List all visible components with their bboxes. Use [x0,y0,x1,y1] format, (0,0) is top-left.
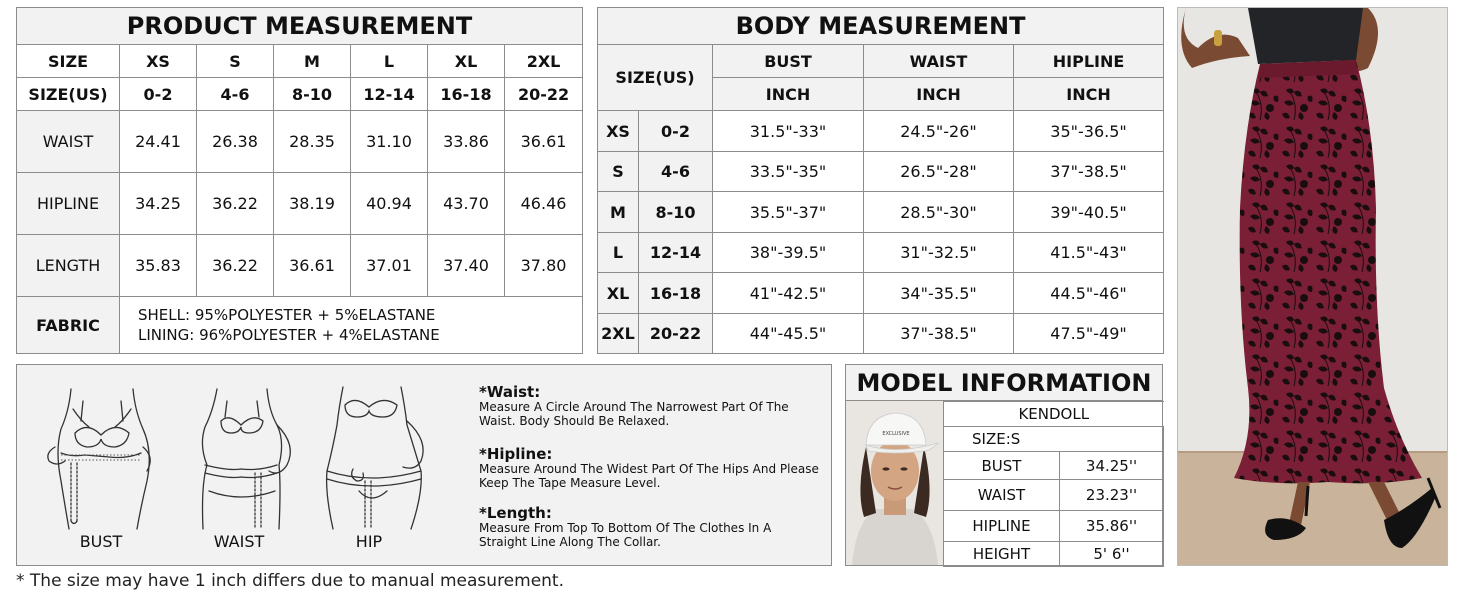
size-label: SIZE [17,45,120,78]
model-information-panel [845,364,1163,566]
unit-label: INCH [713,78,864,111]
table-cell: 31"-32.5" [864,233,1014,273]
stat-label: HEIGHT [944,542,1060,567]
size-cell: S [598,152,639,192]
table-cell: 37"-38.5" [1014,152,1164,192]
us-size-header: 0-2 [120,78,197,111]
waist-measure-illustration [169,381,309,531]
stat-value: 35.86'' [1060,511,1164,542]
unit-label: INCH [864,78,1014,111]
us-size-cell: 0-2 [639,111,713,152]
body-measurement-title: BODY MEASUREMENT [598,8,1164,45]
product-photo [1177,7,1448,566]
model-photo [846,401,943,565]
hip-figure [299,381,439,551]
stat-value: 34.25'' [1060,452,1164,480]
size-header: 2XL [505,45,583,78]
us-size-header: 8-10 [274,78,351,111]
table-row [17,173,583,235]
us-size-header: 4-6 [197,78,274,111]
us-size-cell: 8-10 [639,192,713,233]
product-measurement-table [16,7,583,354]
table-row [598,152,1164,192]
size-cell: 2XL [598,314,639,354]
table-row [598,233,1164,273]
waist-instruction [479,384,819,428]
us-size-cell: 4-6 [639,152,713,192]
stat-label: BUST [944,452,1060,480]
us-size-cell: 12-14 [639,233,713,273]
us-size-cell: 16-18 [639,273,713,314]
size-cell: XS [598,111,639,152]
hipline-instruction-text: Measure Around The Widest Part Of The Hips And Please Keep The Tape Measure Level. [479,462,819,490]
table-cell: 43.70 [428,173,505,235]
length-instruction-title: *Length: [479,504,552,522]
table-cell: 37.01 [351,235,428,297]
size-header: XL [428,45,505,78]
table-row [598,111,1164,152]
table-cell: 44.5"-46" [1014,273,1164,314]
fabric-composition [120,297,583,354]
table-cell: 24.41 [120,111,197,173]
table-cell: 36.22 [197,173,274,235]
fabric-label: FABRIC [17,297,120,354]
length-instruction-text: Measure From Top To Bottom Of The Clothes In A Straight Line Along The Collar. [479,521,772,549]
table-cell: 36.22 [197,235,274,297]
size-us-label: SIZE(US) [17,78,120,111]
table-cell: 33.86 [428,111,505,173]
table-cell: 39"-40.5" [1014,192,1164,233]
waist-figure-label: WAIST [213,532,265,551]
column-header-hipline: HIPLINE [1014,45,1164,78]
table-row [944,542,1164,567]
column-header-waist: WAIST [864,45,1014,78]
table-cell: 47.5"-49" [1014,314,1164,354]
body-measurement-table [597,7,1164,354]
table-row [944,511,1164,542]
hip-figure-label: HIP [355,532,383,551]
table-cell: 35.83 [120,235,197,297]
table-cell: 37.40 [428,235,505,297]
size-header: M [274,45,351,78]
table-row [598,273,1164,314]
column-header-bust: BUST [713,45,864,78]
table-cell: 31.10 [351,111,428,173]
size-cell: L [598,233,639,273]
model-information-title: MODEL INFORMATION [846,365,1162,401]
table-cell: 40.94 [351,173,428,235]
fabric-lining: LINING: 96%POLYESTER + 4%ELASTANE [138,326,440,344]
table-cell: 44"-45.5" [713,314,864,354]
product-measurement-title: PRODUCT MEASUREMENT [17,8,583,45]
hip-measure-illustration [299,381,439,531]
table-cell: 38.19 [274,173,351,235]
table-row [598,314,1164,354]
table-row [944,480,1164,511]
us-size-header: 16-18 [428,78,505,111]
table-cell: 34"-35.5" [864,273,1014,314]
table-row [17,111,583,173]
table-cell: 33.5"-35" [713,152,864,192]
us-size-cell: 20-22 [639,314,713,354]
waist-instruction-title: *Waist: [479,383,541,401]
stat-label: WAIST [944,480,1060,511]
table-cell: 36.61 [274,235,351,297]
fabric-shell: SHELL: 95%POLYESTER + 5%ELASTANE [138,306,436,324]
hipline-instruction-title: *Hipline: [479,445,553,463]
table-cell: 26.38 [197,111,274,173]
table-cell: 46.46 [505,173,583,235]
waist-instruction-text: Measure A Circle Around The Narrowest Part Of The Waist. Body Should Be Relaxed. [479,400,789,428]
stat-label: HIPLINE [944,511,1060,542]
table-cell: 38"-39.5" [713,233,864,273]
length-instruction [479,505,819,549]
table-cell: 35"-36.5" [1014,111,1164,152]
table-cell: 28.35 [274,111,351,173]
size-header: L [351,45,428,78]
row-label-hipline: HIPLINE [17,173,120,235]
table-row [944,452,1164,480]
row-label-waist: WAIST [17,111,120,173]
table-cell: 41.5"-43" [1014,233,1164,273]
size-disclaimer: * The size may have 1 inch differs due to manual measurement. [16,571,565,591]
table-cell: 24.5"-26" [864,111,1014,152]
unit-label: INCH [1014,78,1164,111]
stat-value: 23.23'' [1060,480,1164,511]
table-cell: 36.61 [505,111,583,173]
model-portrait-image [846,401,943,565]
table-cell: 37"-38.5" [864,314,1014,354]
cap-logo-text: EXCLUSIVE [882,431,910,437]
us-size-header: 12-14 [351,78,428,111]
table-cell: 37.80 [505,235,583,297]
size-header: XS [120,45,197,78]
table-row [17,235,583,297]
model-stats-table [943,401,1164,567]
stat-value: 5' 6'' [1060,542,1164,567]
bust-measure-illustration [31,381,171,531]
table-cell: 35.5"-37" [713,192,864,233]
hipline-instruction [479,446,819,490]
table-row [598,192,1164,233]
table-cell: 31.5"-33" [713,111,864,152]
model-size: SIZE:S [944,427,1164,452]
waist-figure [169,381,309,551]
fabric-row [17,297,583,354]
size-us-label: SIZE(US) [598,45,713,111]
bust-figure [31,381,171,551]
row-label-length: LENGTH [17,235,120,297]
us-size-header: 20-22 [505,78,583,111]
skirt-model-image [1178,8,1448,566]
table-cell: 26.5"-28" [864,152,1014,192]
bust-figure-label: BUST [79,532,123,551]
size-cell: XL [598,273,639,314]
measuring-guide [16,364,832,566]
table-cell: 41"-42.5" [713,273,864,314]
size-header: S [197,45,274,78]
table-cell: 34.25 [120,173,197,235]
size-cell: M [598,192,639,233]
model-name: KENDOLL [944,402,1164,427]
table-cell: 28.5"-30" [864,192,1014,233]
